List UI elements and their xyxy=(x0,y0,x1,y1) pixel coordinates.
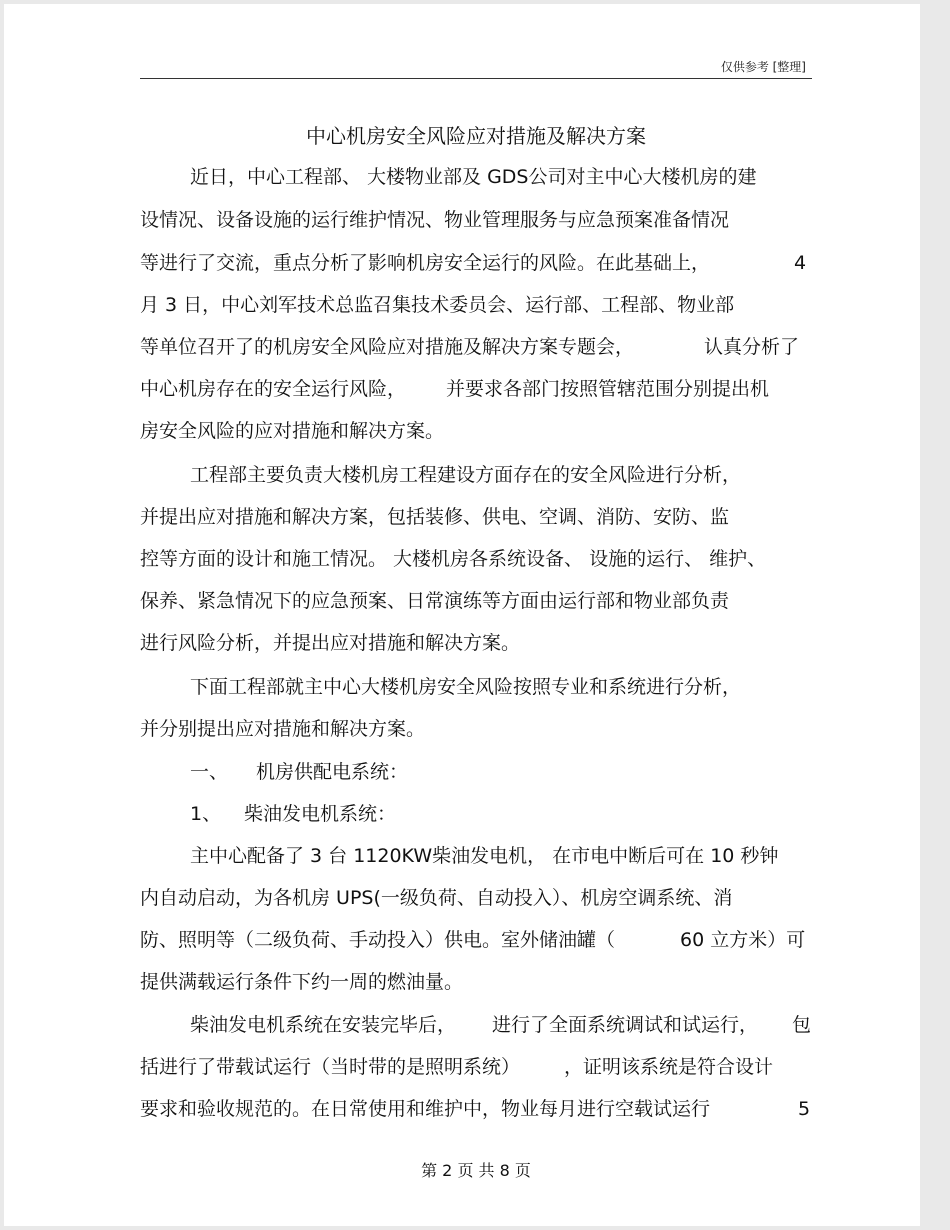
text-line: 并提出应对措施和解决方案，包括装修、供电、空调、消防、安防、监 xyxy=(140,506,730,528)
section-number: 一、 xyxy=(190,761,229,783)
page-footer: 第 2 页 共 8 页 xyxy=(421,1161,531,1180)
text-line: 控等方面的设计和施工情况。 大楼机房各系统设备、 设施的运行、 维护、 xyxy=(140,548,767,570)
text-line: 近日，中心工程部、 大楼物业部及 GDS公司对主中心大楼机房的建 xyxy=(190,166,757,188)
text-line: 设情况、设备设施的运行维护情况、物业管理服务与应急预案准备情况 xyxy=(140,209,730,231)
text-line: ，证明该系统是符合设计 xyxy=(564,1056,774,1078)
text-line: 等单位召开了的机房安全风险应对措施及解决方案专题会， xyxy=(140,336,635,358)
subsection-number: 1、 xyxy=(190,803,222,825)
text-line: 等进行了交流，重点分析了影响机房安全运行的风险。在此基础上， xyxy=(140,252,711,274)
subsection-heading: 柴油发电机系统： xyxy=(244,803,397,825)
text-line: 房安全风险的应对措施和解决方案。 xyxy=(140,420,445,442)
text-line: 防、照明等（二级负荷、手动投入）供电。室外储油罐（ xyxy=(140,929,616,951)
text-line: 并要求各部门按照管辖范围分别提出机 xyxy=(446,378,770,400)
header-rule xyxy=(140,78,812,79)
text-line: 4 xyxy=(794,252,807,274)
section-heading: 机房供配电系统： xyxy=(256,761,409,783)
text-line: 60 立方米）可 xyxy=(680,929,806,951)
text-line: 认真分析了 xyxy=(704,336,800,358)
document-title: 中心机房安全风险应对措施及解决方案 xyxy=(306,124,646,148)
text-line: 工程部主要负责大楼机房工程建设方面存在的安全风险进行分析， xyxy=(190,464,742,486)
text-line: 包 xyxy=(792,1014,812,1036)
text-line: 并分别提出应对措施和解决方案。 xyxy=(140,718,426,740)
text-line: 进行了全面系统调试和试运行， xyxy=(492,1014,759,1036)
text-line: 下面工程部就主中心大楼机房安全风险按照专业和系统进行分析， xyxy=(190,676,742,698)
text-line: 月 3 日，中心刘军技术总监召集技术委员会、运行部、工程部、物业部 xyxy=(140,294,735,316)
document-page xyxy=(4,4,920,1226)
text-line: 内自动启动，为各机房 UPS(一级负荷、自动投入）、机房空调系统、消 xyxy=(140,887,733,909)
text-line: 柴油发电机系统在安装完毕后， xyxy=(190,1014,457,1036)
header-note: 仅供参考 [整理] xyxy=(720,60,806,74)
text-line: 5 xyxy=(798,1098,811,1120)
text-line: 中心机房存在的安全运行风险， xyxy=(140,378,407,400)
text-line: 括进行了带载试运行（当时带的是照明系统） xyxy=(140,1056,521,1078)
text-line: 进行风险分析，并提出应对措施和解决方案。 xyxy=(140,632,521,654)
text-line: 保养、紧急情况下的应急预案、日常演练等方面由运行部和物业部负责 xyxy=(140,590,730,612)
text-line: 提供满载运行条件下约一周的燃油量。 xyxy=(140,971,464,993)
text-line: 主中心配备了 3 台 1120KW柴油发电机， 在市电中断后可在 10 秒钟 xyxy=(190,845,779,867)
text-line: 要求和验收规范的。在日常使用和维护中，物业每月进行空载试运行 xyxy=(140,1098,711,1120)
